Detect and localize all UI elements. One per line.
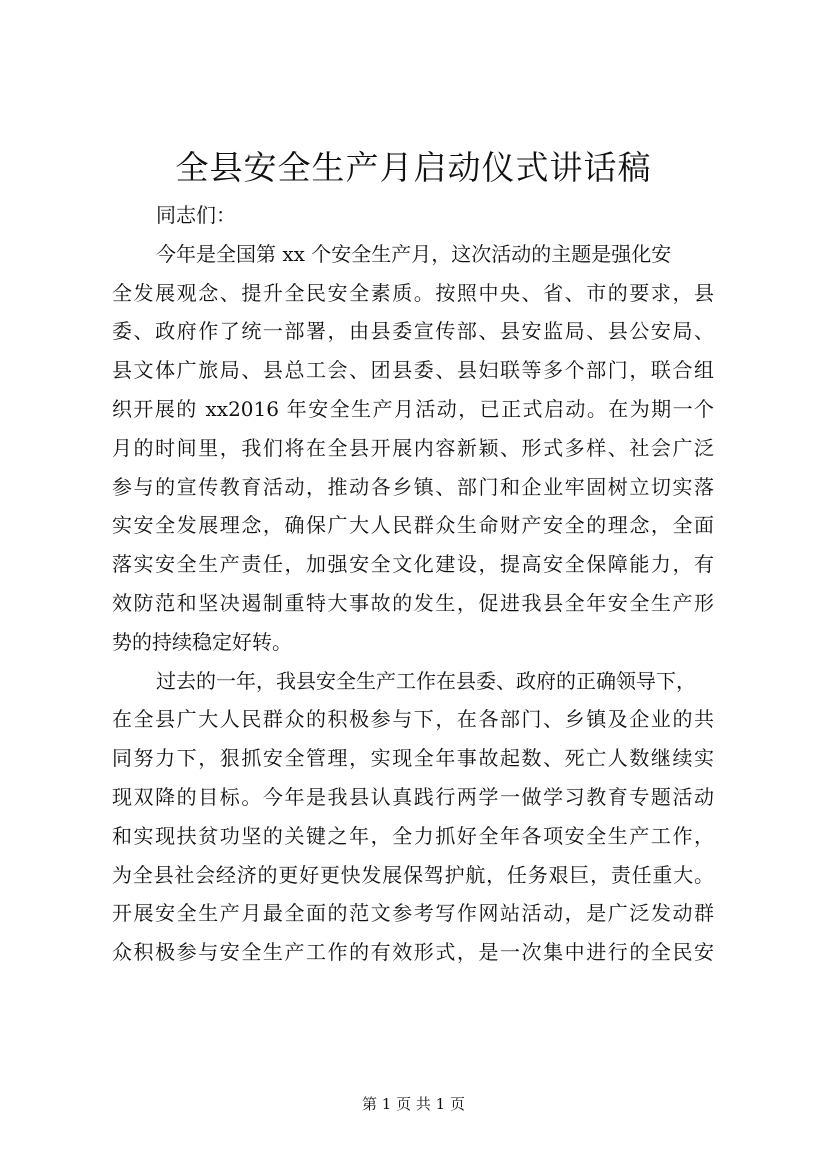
text-line: 织开展的 xx2016 年安全生产月活动，已正式启动。在为期一个 <box>112 396 714 421</box>
text-line: 实安全发展理念，确保广大人民群众生命财产安全的理念，全面 <box>112 513 714 538</box>
text-line: 今年是全国第 xx 个安全生产月，这次活动的主题是强化安 <box>156 241 672 266</box>
text-line: 众积极参与安全生产工作的有效形式，是一次集中进行的全民安 <box>112 940 714 965</box>
text-line: 参与的宣传教育活动，推动各乡镇、部门和企业牢固树立切实落 <box>112 474 714 499</box>
text-line: 开展安全生产月最全面的范文参考写作网站活动，是广泛发动群 <box>112 901 714 926</box>
text-line: 全发展观念、提升全民安全素质。按照中央、省、市的要求，县 <box>112 280 714 305</box>
text-line: 过去的一年，我县安全生产工作在县委、政府的正确领导下， <box>156 668 696 693</box>
text-line: 同志们： <box>156 203 236 227</box>
text-line: 委、政府作了统一部署，由县委宣传部、县安监局、县公安局、 <box>112 319 714 344</box>
document-body <box>112 196 714 972</box>
text-line: 同努力下，狠抓安全管理，实现全年事故起数、死亡人数继续实 <box>112 746 714 771</box>
text-line: 为全县社会经济的更好更快发展保驾护航，任务艰巨，责任重大。 <box>112 862 714 887</box>
page-footer: 第 1 页 共 1 页 <box>362 1095 465 1113</box>
document-title: 全县安全生产月启动仪式讲话稿 <box>175 148 652 187</box>
text-line: 落实安全生产责任，加强安全文化建设，提高安全保障能力，有 <box>112 552 714 577</box>
text-line: 在全县广大人民群众的积极参与下，在各部门、乡镇及企业的共 <box>112 707 714 732</box>
text-line: 和实现扶贫功坚的关键之年，全力抓好全年各项安全生产工作， <box>112 823 714 848</box>
text-line: 县文体广旅局、县总工会、团县委、县妇联等多个部门，联合组 <box>112 358 714 383</box>
text-line: 月的时间里，我们将在全县开展内容新颖、形式多样、社会广泛 <box>112 435 714 460</box>
text-line: 效防范和坚决遏制重特大事故的发生，促进我县全年安全生产形 <box>112 590 714 615</box>
text-line: 势的持续稳定好转。 <box>112 629 292 654</box>
text-line: 现双降的目标。今年是我县认真践行两学一做学习教育专题活动 <box>112 784 714 809</box>
